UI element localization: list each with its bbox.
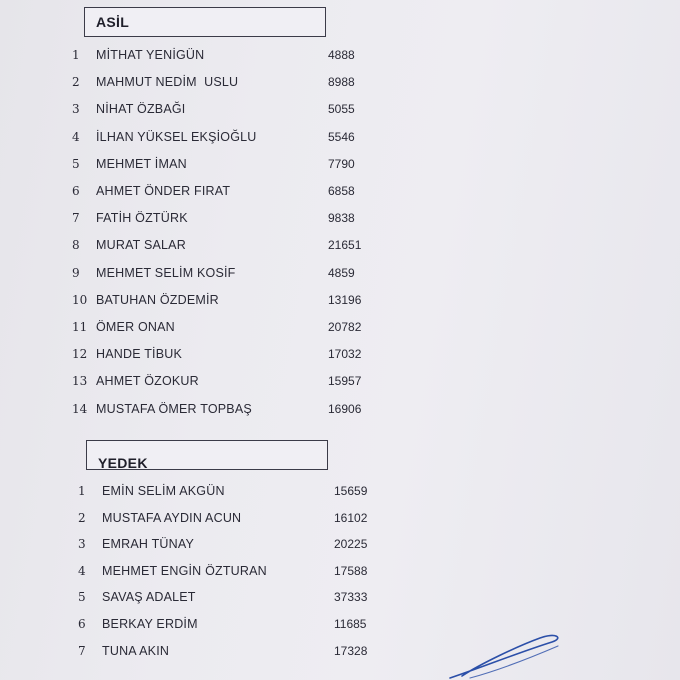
row-score: 11685 — [334, 617, 367, 631]
row-number: 3 — [78, 537, 86, 552]
row-number: 3 — [72, 102, 80, 117]
row-name: TUNA AKIN — [102, 643, 170, 658]
row-score: 13196 — [328, 292, 362, 307]
row-name: SAVAŞ ADALET — [102, 590, 196, 605]
row-score: 5546 — [328, 129, 355, 144]
row-score: 16906 — [328, 401, 362, 416]
row-score: 21651 — [328, 238, 362, 253]
row-name: MURAT SALAR — [96, 238, 186, 253]
row-score: 37333 — [334, 590, 368, 605]
row-score: 17588 — [334, 563, 368, 578]
row-name: MEHMET SELİM KOSİF — [96, 265, 236, 280]
row-name: AHMET ÖNDER FIRAT — [96, 184, 231, 198]
row-number: 9 — [72, 265, 80, 280]
signature-icon — [440, 630, 580, 680]
row-number: 14 — [72, 401, 88, 416]
row-name: MUSTAFA ÖMER TOPBAŞ — [96, 401, 252, 416]
row-number: 5 — [78, 590, 86, 605]
row-name: MEHMET ENGİN ÖZTURAN — [102, 563, 267, 578]
asil-title: ASİL — [96, 14, 130, 30]
row-number: 4 — [72, 129, 80, 144]
row-name: BATUHAN ÖZDEMİR — [96, 292, 219, 307]
row-name: HANDE TİBUK — [96, 347, 183, 362]
row-score: 4859 — [328, 265, 355, 280]
row-number: 5 — [72, 156, 80, 171]
row-number: 12 — [72, 347, 88, 362]
row-name: EMRAH TÜNAY — [102, 537, 195, 552]
row-score: 8988 — [328, 75, 355, 90]
row-score: 15957 — [328, 374, 362, 389]
row-score: 9838 — [328, 211, 355, 226]
row-number: 7 — [78, 643, 86, 658]
row-score: 4888 — [328, 48, 355, 62]
row-number: 6 — [72, 184, 80, 198]
row-score: 17328 — [334, 643, 368, 658]
row-score: 7790 — [328, 156, 355, 171]
row-number: 4 — [78, 563, 86, 578]
row-name: ÖMER ONAN — [96, 320, 175, 334]
row-score: 15659 — [334, 484, 368, 498]
row-number: 6 — [78, 617, 86, 631]
row-number: 8 — [72, 238, 80, 253]
row-name: MEHMET İMAN — [96, 156, 187, 171]
row-score: 16102 — [334, 510, 368, 525]
row-name: MUSTAFA AYDIN ACUN — [102, 510, 242, 525]
row-name: EMİN SELİM AKGÜN — [102, 484, 225, 498]
row-name: MAHMUT NEDİM USLU — [96, 75, 239, 90]
row-number: 11 — [72, 320, 88, 334]
row-number: 10 — [72, 292, 88, 307]
row-number: 2 — [72, 75, 80, 90]
row-name: İLHAN YÜKSEL EKŞİOĞLU — [96, 129, 257, 144]
row-score: 6858 — [328, 184, 355, 198]
row-score: 5055 — [328, 102, 355, 117]
row-name: BERKAY ERDİM — [102, 617, 198, 631]
row-name: NİHAT ÖZBAĞI — [96, 102, 186, 117]
row-score: 20782 — [328, 320, 362, 334]
row-number: 13 — [72, 374, 88, 389]
row-number: 7 — [72, 211, 80, 226]
row-name: FATİH ÖZTÜRK — [96, 211, 188, 226]
row-name: AHMET ÖZOKUR — [96, 374, 199, 389]
row-name: MİTHAT YENİGÜN — [96, 48, 205, 62]
row-number: 1 — [78, 484, 86, 498]
row-number: 1 — [72, 48, 80, 62]
row-score: 20225 — [334, 537, 368, 552]
yedek-title: YEDEK — [98, 455, 148, 471]
row-number: 2 — [78, 510, 86, 525]
row-score: 17032 — [328, 347, 362, 362]
